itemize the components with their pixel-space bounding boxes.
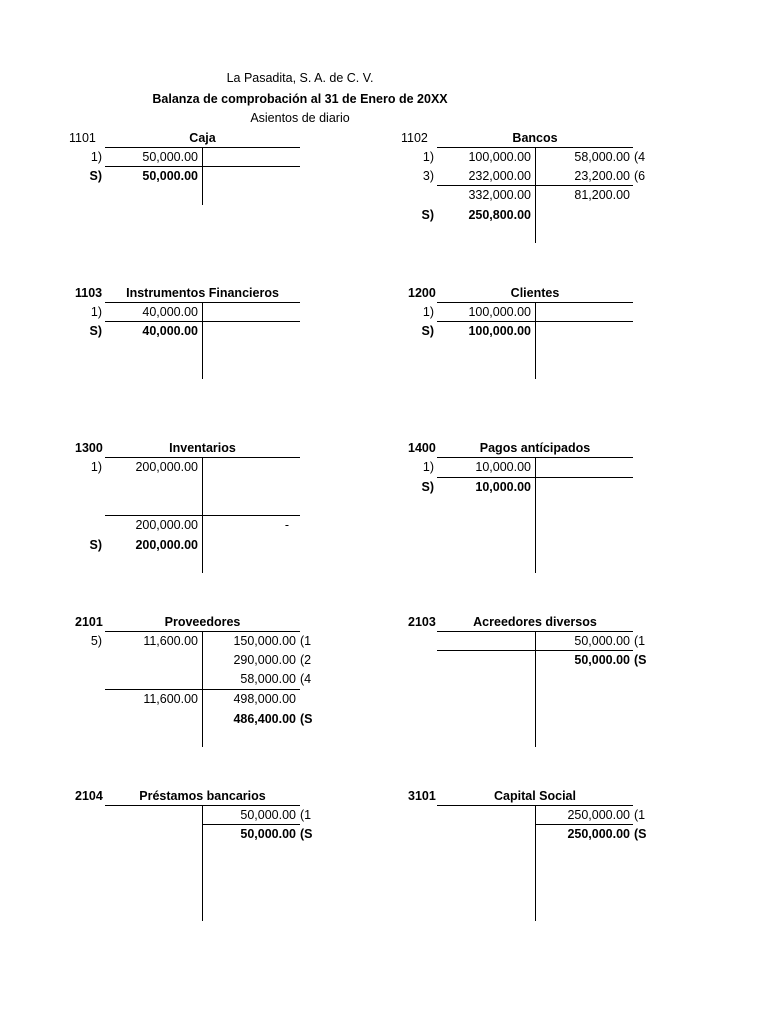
credit-value: 50,000.00 [240,808,296,822]
account-name: Capital Social [494,789,576,803]
account-code: 1300 [75,441,103,455]
account-name: Pagos antícipados [479,441,591,455]
balance-value: 250,000.00 [567,827,630,841]
credit-value: 50,000.00 [574,634,630,648]
balance-value: 486,400.00 [233,712,296,726]
account-code: 2101 [75,615,103,629]
account-name: Instrumentos Financieros [126,286,279,300]
credit-ref: (2 [300,653,312,667]
debit-value: 11,600.00 [143,634,198,648]
account-name: Acreedores diversos [473,615,597,629]
credit-ref: (4 [634,150,646,164]
debit-total: 11,600.00 [143,692,198,706]
row-label: 1) [422,460,434,474]
account-code: 2103 [408,615,436,629]
balance-ref: (S [634,827,647,841]
credit-value: 58,000.00 [240,672,296,686]
debit-value: 200,000.00 [135,460,198,474]
debit-value: 40,000.00 [142,305,198,319]
account-code: 1102 [401,131,428,145]
debit-total: 332,000.00 [468,188,531,202]
balance-ref: (S [300,827,313,841]
row-label: S) [421,324,434,338]
row-label: 3) [422,169,434,183]
debit-value: 232,000.00 [468,169,531,183]
balance-value: 50,000.00 [574,653,630,667]
balance-value: 40,000.00 [142,324,198,338]
credit-value: 23,200.00 [574,169,630,183]
credit-ref: (1 [634,808,646,822]
section-title: Asientos de diario [250,111,350,125]
row-label: 1) [90,150,102,164]
company-name: La Pasadita, S. A. de C. V. [226,71,374,85]
account-name: Proveedores [164,615,241,629]
credit-value: 150,000.00 [233,634,296,648]
row-label: S) [421,208,434,222]
credit-ref: (1 [300,634,312,648]
account-code: 1200 [408,286,436,300]
row-label: 1) [422,305,434,319]
balance-value: 200,000.00 [135,538,198,552]
row-label: 1) [422,150,434,164]
account-code: 1101 [69,131,96,145]
balance-ref: (S [634,653,647,667]
account-name: Caja [189,131,216,145]
account-code: 1103 [75,286,103,300]
debit-value: 50,000.00 [142,169,198,183]
credit-value: 58,000.00 [574,150,630,164]
account-code: 3101 [408,789,436,803]
credit-value: 290,000.00 [233,653,296,667]
account-name: Clientes [510,286,560,300]
credit-value: 250,000.00 [567,808,630,822]
row-label: 1) [90,460,102,474]
row-label: S) [421,480,434,494]
account-name: Bancos [512,131,558,145]
row-label: S) [89,169,102,183]
credit-ref: (1 [634,634,646,648]
balance-value: 250,800.00 [468,208,531,222]
credit-ref: (4 [300,672,312,686]
credit-total: 81,200.00 [574,188,630,202]
account-name: Préstamos bancarios [139,789,266,803]
balance-value: 10,000.00 [475,480,531,494]
balance-value: 100,000.00 [468,324,531,338]
debit-value: 100,000.00 [468,150,531,164]
balance-value: 50,000.00 [240,827,296,841]
row-label: 5) [90,634,102,648]
credit-ref: (6 [634,169,646,183]
account-code: 2104 [75,789,103,803]
credit-total: - [284,518,289,532]
balance-ref: (S [300,712,313,726]
debit-value: 10,000.00 [475,460,531,474]
row-label: S) [89,324,102,338]
account-name: Inventarios [169,441,236,455]
credit-total: 498,000.00 [233,692,296,706]
account-code: 1400 [408,441,436,455]
credit-ref: (1 [300,808,312,822]
row-label: S) [89,538,102,552]
row-label: 1) [90,305,102,319]
report-title: Balanza de comprobación al 31 de Enero de 20XX [152,92,448,106]
debit-total: 200,000.00 [135,518,198,532]
debit-value: 100,000.00 [468,305,531,319]
debit-value: 50,000.00 [142,150,198,164]
